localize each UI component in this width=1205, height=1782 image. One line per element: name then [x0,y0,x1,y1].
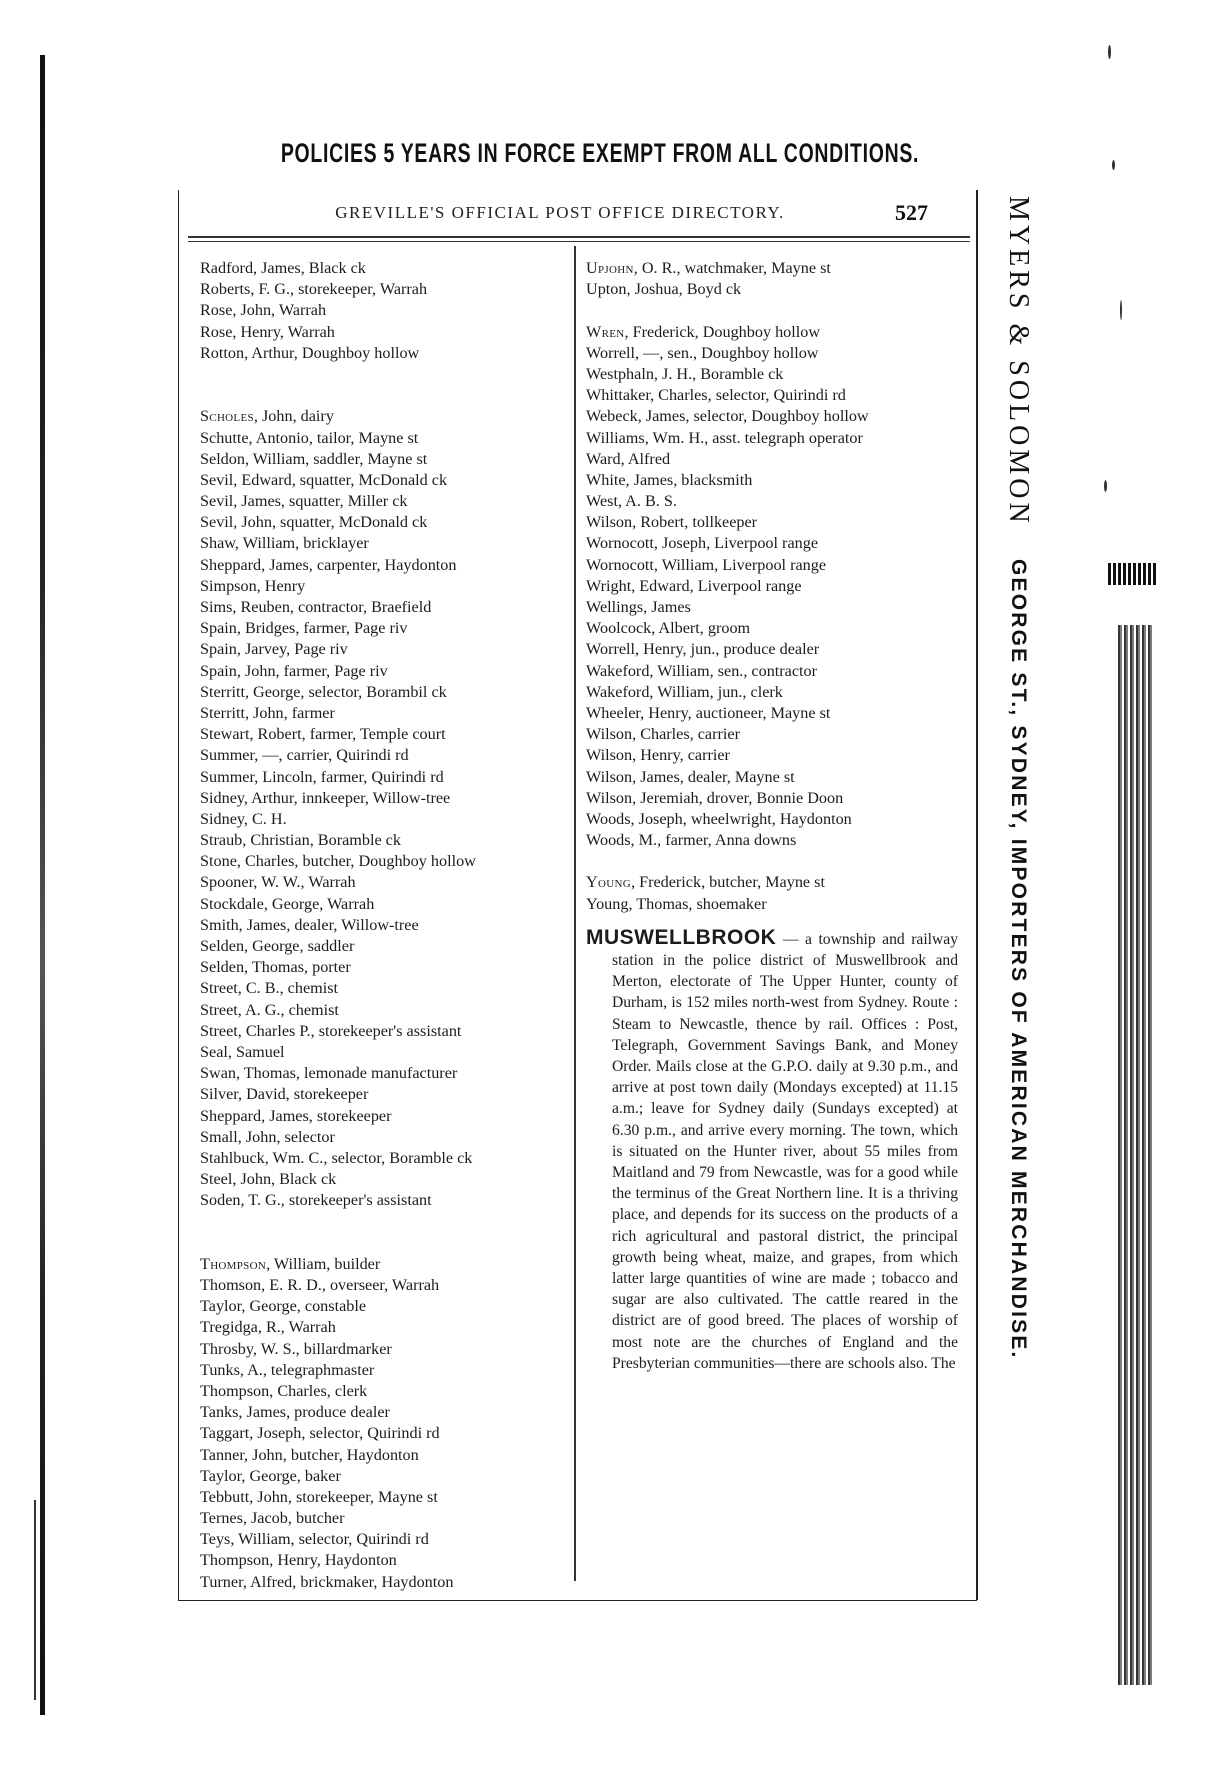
header-rule [188,236,970,238]
directory-entry: Thompson, Henry, Haydonton [200,1551,397,1570]
entry-group-u [586,279,966,300]
directory-entry: Woods, Joseph, wheelwright, Haydonton [586,809,852,828]
directory-entry: Tanks, James, produce dealer [200,1403,390,1422]
entry-surname-lead: Young [586,873,631,892]
directory-entry: Thompson, Charles, clerk [200,1381,368,1400]
directory-entry: Wilson, Robert, tollkeeper [586,513,758,532]
page-number: 527 [895,200,928,225]
directory-entry: Sevil, James, squatter, Miller ck [200,492,408,511]
directory-entry: Radford, James, Black ck [200,259,366,277]
entry-surname-lead: Thompson [200,1254,267,1273]
column-divider [574,246,576,1581]
directory-entry: Turner, Alfred, brickmaker, Haydonton [200,1572,454,1591]
header-rule [188,241,970,242]
entry-surname-lead: Scholes [200,407,254,426]
directory-entry: Sevil, John, squatter, McDonald ck [200,513,428,532]
directory-entry: Worrell, Henry, jun., produce dealer [586,640,820,659]
directory-entry: Small, John, selector [200,1127,335,1146]
directory-entry: Worrell, —, sen., Doughboy hollow [586,343,819,362]
entry-group-y [586,894,966,915]
directory-entry: Teys, William, selector, Quirindi rd [200,1530,429,1549]
town-heading: MUSWELLBROOK [586,925,777,949]
entry-group-w [586,343,966,852]
directory-entry: Young, Thomas, shoemaker [586,894,767,913]
directory-entry: Seal, Samuel [200,1042,285,1061]
directory-entry: Stockdale, George, Warrah [200,894,375,913]
directory-entry: West, A. B. S. [586,492,677,511]
side-advertisement [990,196,1034,1596]
directory-entry: Thomson, E. R. D., overseer, Warrah [200,1276,440,1295]
town-description [586,927,958,1374]
scan-speck [1108,45,1111,59]
directory-entry: Summer, Lincoln, farmer, Quirindi rd [200,767,444,786]
directory-entry: Young, Frederick, butcher, Mayne st [586,873,825,892]
directory-entry: Smith, James, dealer, Willow-tree [200,915,419,934]
directory-entry: Ward, Alfred [586,449,671,468]
directory-entry: Spain, Jarvey, Page riv [200,640,348,659]
directory-entry: Straub, Christian, Boramble ck [200,831,401,850]
scan-edge-mark [40,55,45,1715]
directory-entry: Summer, —, carrier, Quirindi rd [200,746,409,765]
right-column [586,258,966,1374]
directory-entry: Wheeler, Henry, auctioneer, Mayne st [586,703,831,722]
directory-entry: Williams, Wm. H., asst. telegraph operator [586,428,863,447]
directory-entry: Schutte, Antonio, tailor, Mayne st [200,428,419,447]
top-banner: POLICIES 5 YEARS IN FORCE EXEMPT FROM ALL CONDITIONS. [280,138,920,168]
directory-entry: Street, Charles P., storekeeper's assistant [200,1021,462,1040]
directory-entry: Street, A. G., chemist [200,1000,339,1019]
entry-group-s [200,428,570,1212]
directory-entry: Swan, Thomas, lemonade manufacturer [200,1064,458,1083]
directory-entry: Seldon, William, saddler, Mayne st [200,449,428,468]
directory-entry: Tanner, John, butcher, Haydonton [200,1445,419,1464]
directory-entry: Taylor, George, constable [200,1297,367,1316]
directory-entry: Simpson, Henry [200,576,306,595]
bleed-through-mark [1118,625,1154,1685]
directory-entry: White, James, blacksmith [586,470,753,489]
left-column [200,258,570,1593]
directory-entry: Tregidga, R., Warrah [200,1318,336,1337]
side-ad-brand: MYERS & SOLOMON [1003,196,1034,527]
directory-entry: Shaw, William, bricklayer [200,534,369,553]
directory-entry: Selden, Thomas, porter [200,958,351,977]
directory-entry: Silver, David, storekeeper [200,1085,369,1104]
directory-entry: Scholes, John, dairy [200,407,334,426]
scan-edge-mark [34,1500,36,1700]
directory-entry: Soden, T. G., storekeeper's assistant [200,1191,432,1210]
page-frame-right-rule [976,190,978,1600]
directory-entry: Steel, John, Black ck [200,1170,337,1189]
directory-entry: Rose, Henry, Warrah [200,322,335,341]
directory-entry: Wakeford, William, jun., clerk [586,682,783,701]
scan-speck [1104,480,1107,492]
directory-entry: Wilson, Henry, carrier [586,746,730,765]
directory-entry: Spain, Bridges, farmer, Page riv [200,619,408,638]
directory-entry: Upjohn, O. R., watchmaker, Mayne st [586,259,831,277]
directory-entry: Sheppard, James, storekeeper [200,1106,392,1125]
directory-entry: Wren, Frederick, Doughboy hollow [586,322,821,341]
side-ad-address: GEORGE ST., SYDNEY, IMPORTERS OF AMERICAN MERCHANDISE. [1007,558,1030,1360]
running-header: GREVILLE'S OFFICIAL POST OFFICE DIRECTORY. [335,203,785,222]
directory-entry: Sidney, Arthur, innkeeper, Willow-tree [200,788,451,807]
directory-entry: Wornocott, Joseph, Liverpool range [586,534,819,553]
directory-entry: Woolcock, Albert, groom [586,619,751,638]
directory-entry: Wright, Edward, Liverpool range [586,576,802,595]
directory-entry: Throsby, W. S., billardmarker [200,1339,392,1358]
directory-entry: Thompson, William, builder [200,1254,381,1273]
directory-entry: Sterritt, John, farmer [200,703,335,722]
scan-speck [1120,300,1122,320]
directory-entry: Upton, Joshua, Boyd ck [586,280,742,299]
directory-entry: Sevil, Edward, squatter, McDonald ck [200,470,448,489]
directory-entry: Woods, M., farmer, Anna downs [586,831,797,850]
directory-entry: Wornocott, William, Liverpool range [586,555,827,574]
directory-entry: Stewart, Robert, farmer, Temple court [200,725,446,744]
directory-entry: Street, C. B., chemist [200,979,339,998]
directory-entry: Wilson, Jeremiah, drover, Bonnie Doon [586,788,844,807]
directory-entry: Taylor, George, baker [200,1466,341,1485]
scan-speck [1112,160,1115,170]
directory-entry: Webeck, James, selector, Doughboy hollow [586,407,869,426]
directory-entry: Whittaker, Charles, selector, Quirindi rd [586,386,846,405]
directory-entry: Sheppard, James, carpenter, Haydonton [200,555,457,574]
directory-entry: Stahlbuck, Wm. C., selector, Boramble ck [200,1148,473,1167]
directory-entry: Ternes, Jacob, butcher [200,1509,345,1528]
directory-entry: Wellings, James [586,598,691,616]
town-text: — a township and railway station in the police district of Muswellbrook and Merton, electorate of The Upper Hunter, county of Durham, is 152 miles north-west from Sydney. Route : Steam to Newcastle, thence by rail. Offices : Post, Telegraph, Government Savings Bank, and Money Order. Mails close at the G.P.O. daily at 9.30 p.m., and arrive at post town daily (Mondays excepted) at 11.15 a.m.; leave for Sydney daily (Sundays excepted) at 6.30 p.m., and arrive every morning. The town, which is situated on the Hunter river, about 55 miles from Maitland and 79 from Newcastle, was for a good while the terminus of the Great Northern line. It is a thriving place, and depends for its success on the products of a rich agricultural and pastoral district, the principal growth being wheat, maize, and grapes, from which latter large quantities of wine are made ; tobacco and sugar are also cultivated. The cattle reared in the district are of good breed. The places of worship of most note are the churches of England and the Presbyterian communities—there are schools also. The [612,930,958,1372]
entry-surname-lead: Upjohn [586,259,634,277]
entry-group-r [200,258,570,364]
directory-entry: Westphaln, J. H., Boramble ck [586,364,784,383]
bleed-through-mark [1108,563,1156,585]
directory-entry: Wakeford, William, sen., contractor [586,661,818,680]
directory-entry: Sidney, C. H. [200,809,287,828]
directory-entry: Selden, George, saddler [200,937,355,956]
directory-entry: Sterritt, George, selector, Borambil ck [200,682,447,701]
directory-entry: Wilson, Charles, carrier [586,725,740,744]
directory-entry: Rotton, Arthur, Doughboy hollow [200,343,420,362]
directory-entry: Roberts, F. G., storekeeper, Warrah [200,280,428,299]
directory-entry: Spooner, W. W., Warrah [200,873,356,892]
directory-entry: Rose, John, Warrah [200,301,327,320]
directory-entry: Taggart, Joseph, selector, Quirindi rd [200,1424,440,1443]
directory-entry: Stone, Charles, butcher, Doughboy hollow [200,852,476,871]
directory-entry: Spain, John, farmer, Page riv [200,661,388,680]
entry-surname-lead: Wren [586,322,625,341]
directory-entry: Tebbutt, John, storekeeper, Mayne st [200,1487,438,1506]
entry-group-t [200,1275,570,1593]
directory-entry: Tunks, A., telegraphmaster [200,1360,375,1379]
directory-entry: Sims, Reuben, contractor, Braefield [200,598,432,617]
directory-entry: Wilson, James, dealer, Mayne st [586,767,795,786]
